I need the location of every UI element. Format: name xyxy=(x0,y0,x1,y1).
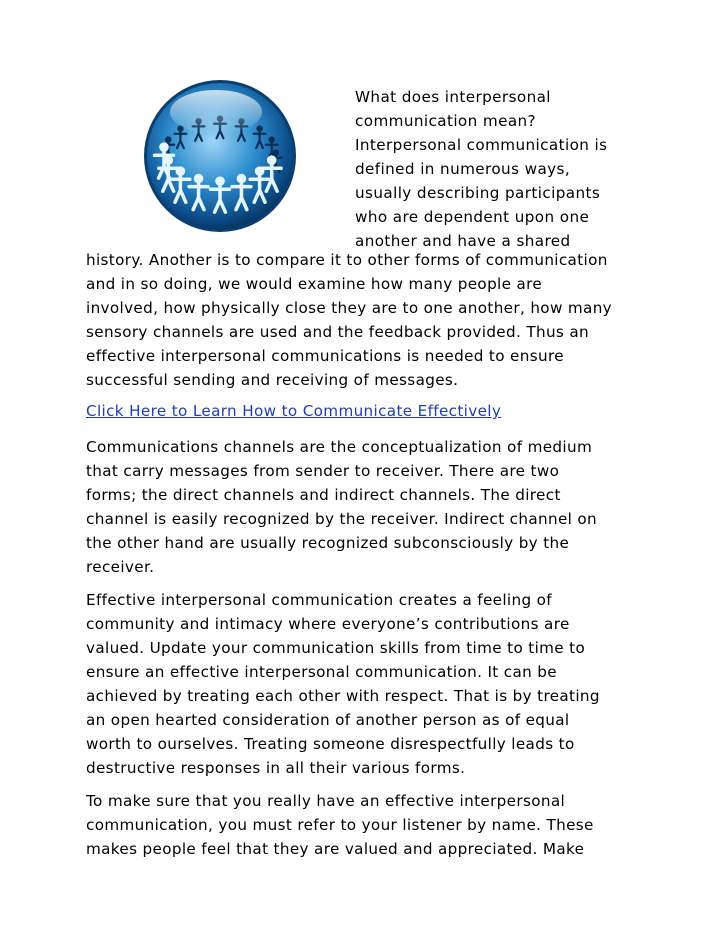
paragraph-line: that carry messages from sender to receiver. There are two xyxy=(86,462,560,480)
intro-text-line: history. Another is to compare it to other forms of communication xyxy=(86,251,608,269)
intro-text-line: Interpersonal communication is xyxy=(355,136,608,154)
globe-people-circle-icon xyxy=(142,78,298,234)
intro-text-line: involved, how physically close they are to one another, how many xyxy=(86,299,613,317)
paragraph-line: achieved by treating each other with respect. That is by treating xyxy=(86,687,600,705)
paragraph-line: the other hand are usually recognized subconsciously by the xyxy=(86,534,570,552)
learn-communicate-link[interactable]: Click Here to Learn How to Communicate Effectively xyxy=(86,402,502,420)
intro-text-line: successful sending and receiving of messages. xyxy=(86,371,459,389)
intro-text-line: and in so doing, we would examine how many people are xyxy=(86,275,543,293)
paragraph-line: worth to ourselves. Treating someone disrespectfully leads to xyxy=(86,735,575,753)
paragraph-line: valued. Update your communication skills from time to time to xyxy=(86,639,586,657)
intro-text-line: defined in numerous ways, xyxy=(355,160,571,178)
intro-text-line: communication mean? xyxy=(355,112,537,130)
intro-text-line: who are dependent upon one xyxy=(355,208,590,226)
intro-text-line: effective interpersonal communications is needed to ensure xyxy=(86,347,564,365)
paragraph-line: ensure an effective interpersonal communication. It can be xyxy=(86,663,557,681)
intro-text-line: What does interpersonal xyxy=(355,88,551,106)
paragraph-line: communication, you must refer to your listener by name. These xyxy=(86,816,594,834)
paragraph-line: Effective interpersonal communication creates a feeling of xyxy=(86,591,552,609)
paragraph-line: channel is easily recognized by the receiver. Indirect channel on xyxy=(86,510,598,528)
paragraph-line: destructive responses in all their various forms. xyxy=(86,759,466,777)
intro-text-line: usually describing participants xyxy=(355,184,601,202)
intro-text-line: sensory channels are used and the feedback provided. Thus an xyxy=(86,323,590,341)
paragraph-line: community and intimacy where everyone’s contributions are xyxy=(86,615,570,633)
paragraph-line: forms; the direct channels and indirect channels. The direct xyxy=(86,486,561,504)
paragraph-line: To make sure that you really have an effective interpersonal xyxy=(86,792,566,810)
paragraph-line: Communications channels are the conceptualization of medium xyxy=(86,438,593,456)
paragraph-line: receiver. xyxy=(86,558,155,576)
paragraph-line: makes people feel that they are valued and appreciated. Make xyxy=(86,840,585,858)
paragraph-line: an open hearted consideration of another person as of equal xyxy=(86,711,570,729)
intro-text-line: another and have a shared xyxy=(355,232,571,250)
